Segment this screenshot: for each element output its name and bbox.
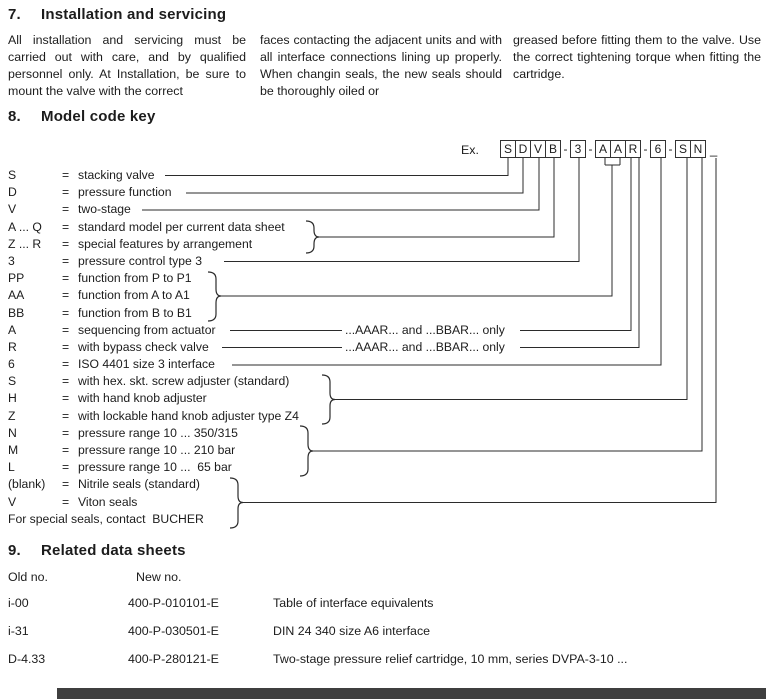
legend-description: special features by arrangement (78, 236, 253, 251)
legend-note: ...AAAR... and ...BBAR... only (345, 322, 505, 337)
legend-description: Viton seals (78, 494, 138, 509)
section-8-heading (8, 108, 156, 125)
legend-description: pressure control type 3 (78, 253, 202, 268)
legend-code: A ... Q (8, 219, 42, 234)
code-char-box: N (690, 140, 706, 158)
legend-row (8, 511, 538, 528)
model-code-legend (8, 167, 538, 528)
example-label: Ex. (461, 143, 479, 157)
code-char-box: S (500, 140, 516, 158)
legend-row (8, 236, 538, 253)
legend-code: D (8, 185, 17, 200)
legend-description: pressure function (78, 185, 172, 200)
legend-row (8, 184, 538, 201)
equals-sign: = (62, 202, 70, 217)
legend-code: 6 (8, 357, 15, 372)
legend-row (8, 408, 538, 425)
section-7-title: Installation and servicing (41, 6, 227, 23)
legend-description: with lockable hand knob adjuster type Z4 (78, 408, 299, 423)
installation-text-column-2: faces contacting the adjacent units and with all interface connections lining up properly. When changin seals, the new seals should be thoroughly oiled or (260, 33, 502, 99)
legend-row (8, 356, 538, 373)
equals-sign: = (62, 185, 70, 200)
legend-description: two-stage (78, 202, 131, 217)
code-char-box: D (515, 140, 531, 158)
legend-code: AA (8, 288, 25, 303)
equals-sign: = (62, 168, 70, 182)
equals-sign: = (62, 253, 70, 268)
table-row (0, 624, 766, 652)
code-char-box: S (675, 140, 691, 158)
legend-description: pressure range 10 ... 65 bar (78, 460, 232, 475)
new-number-cell: 400-P-280121-E (128, 652, 219, 666)
legend-code: Z (8, 408, 16, 423)
legend-code: BB (8, 305, 25, 320)
legend-row (8, 201, 538, 218)
legend-row (8, 219, 538, 236)
equals-sign: = (62, 408, 70, 423)
legend-row (8, 425, 538, 442)
section-9-heading (8, 542, 186, 559)
legend-code: (blank) (8, 477, 46, 492)
code-char-box: 3 (570, 140, 586, 158)
description-cell: DIN 24 340 size A6 interface (273, 624, 431, 638)
equals-sign: = (62, 443, 70, 457)
legend-full-text: For special seals, contact BUCHER (8, 511, 204, 526)
legend-description: sequencing from actuator (78, 322, 216, 337)
legend-code: N (8, 425, 17, 440)
legend-code: PP (8, 271, 25, 286)
legend-row (8, 270, 538, 287)
legend-code: S (8, 374, 17, 389)
footer-bar (57, 688, 766, 699)
equals-sign: = (62, 271, 70, 286)
legend-row (8, 322, 538, 339)
equals-sign: = (62, 494, 70, 509)
equals-sign: = (62, 236, 70, 251)
code-char-box: B (545, 140, 561, 158)
legend-code: Z ... R (8, 236, 42, 251)
legend-code: A (8, 322, 17, 337)
legend-description: with hand knob adjuster (78, 391, 207, 406)
related-sheets-header (0, 570, 766, 590)
legend-description: standard model per current data sheet (78, 219, 285, 234)
legend-description: with hex. skt. screw adjuster (standard) (78, 374, 290, 389)
equals-sign: = (62, 339, 70, 354)
legend-description: stacking valve (78, 168, 155, 182)
code-dash: - (643, 142, 648, 156)
section-9-number: 9. (8, 542, 21, 559)
code-dash: - (668, 142, 673, 156)
legend-description: function from P to P1 (78, 271, 192, 286)
table-row (0, 652, 766, 680)
legend-code: R (8, 339, 17, 354)
equals-sign: = (62, 374, 70, 389)
equals-sign: = (62, 219, 70, 234)
equals-sign: = (62, 391, 70, 406)
code-char-box: A (610, 140, 626, 158)
legend-code: S (8, 168, 17, 182)
legend-row (8, 305, 538, 322)
legend-row (8, 339, 538, 356)
section-8-number: 8. (8, 108, 21, 125)
legend-description: pressure range 10 ... 210 bar (78, 443, 236, 457)
legend-code: M (8, 443, 19, 457)
installation-text-column-1: All installation and servicing must be carried out with care, and by qualified personnel only. At Installation, be sure to mount the valve with the correct (8, 33, 246, 99)
legend-row (8, 494, 538, 511)
equals-sign: = (62, 322, 70, 337)
legend-description: pressure range 10 ... 350/315 (78, 425, 238, 440)
code-char-box: R (625, 140, 641, 158)
new-number-cell: 400-P-030501-E (128, 624, 219, 638)
equals-sign: = (62, 305, 70, 320)
equals-sign: = (62, 288, 70, 303)
old-number-cell: D-4.33 (8, 652, 46, 666)
legend-description: function from B to B1 (78, 305, 192, 320)
legend-row (8, 390, 538, 407)
legend-code: V (8, 494, 17, 509)
new-number-cell: 400-P-010101-E (128, 596, 219, 610)
section-7-heading (8, 6, 226, 23)
description-cell: Two-stage pressure relief cartridge, 10 mm, series DVPA-3-10 ... (273, 652, 628, 666)
section-9-title: Related data sheets (41, 542, 186, 559)
model-code-example (500, 140, 717, 158)
legend-row (8, 287, 538, 304)
legend-description: with bypass check valve (78, 339, 209, 354)
legend-note: ...AAAR... and ...BBAR... only (345, 339, 505, 354)
equals-sign: = (62, 357, 70, 372)
legend-row (8, 442, 538, 459)
legend-code: H (8, 391, 17, 406)
section-7-number: 7. (8, 6, 21, 23)
old-number-cell: i-00 (8, 596, 29, 610)
equals-sign: = (62, 460, 70, 475)
code-dash: - (588, 142, 593, 156)
legend-row (8, 476, 538, 493)
related-sheets-rows (0, 596, 766, 680)
old-number-cell: i-31 (8, 624, 29, 638)
legend-row (8, 167, 538, 184)
column-header-old-no: Old no. (8, 570, 48, 584)
code-char-box: A (595, 140, 611, 158)
equals-sign: = (62, 477, 70, 492)
legend-row (8, 253, 538, 270)
description-cell: Table of interface equivalents (273, 596, 434, 610)
legend-code: 3 (8, 253, 15, 268)
table-row (0, 596, 766, 624)
legend-description: Nitrile seals (standard) (78, 477, 200, 492)
legend-row (8, 373, 538, 390)
legend-description: function from A to A1 (78, 288, 190, 303)
code-dash: - (563, 142, 568, 156)
equals-sign: = (62, 425, 70, 440)
section-8-title: Model code key (41, 108, 156, 125)
legend-code: L (8, 460, 15, 475)
legend-code: V (8, 202, 17, 217)
code-char-box: 6 (650, 140, 666, 158)
legend-description: ISO 4401 size 3 interface (78, 357, 215, 372)
column-header-new-no: New no. (136, 570, 182, 584)
legend-row (8, 459, 538, 476)
code-char-box: V (530, 140, 546, 158)
code-suffix-underscore: _ (710, 141, 718, 157)
installation-text-column-3: greased before fitting them to the valve. Use the correct tightening torque when fitting the cartridge. (513, 33, 761, 82)
